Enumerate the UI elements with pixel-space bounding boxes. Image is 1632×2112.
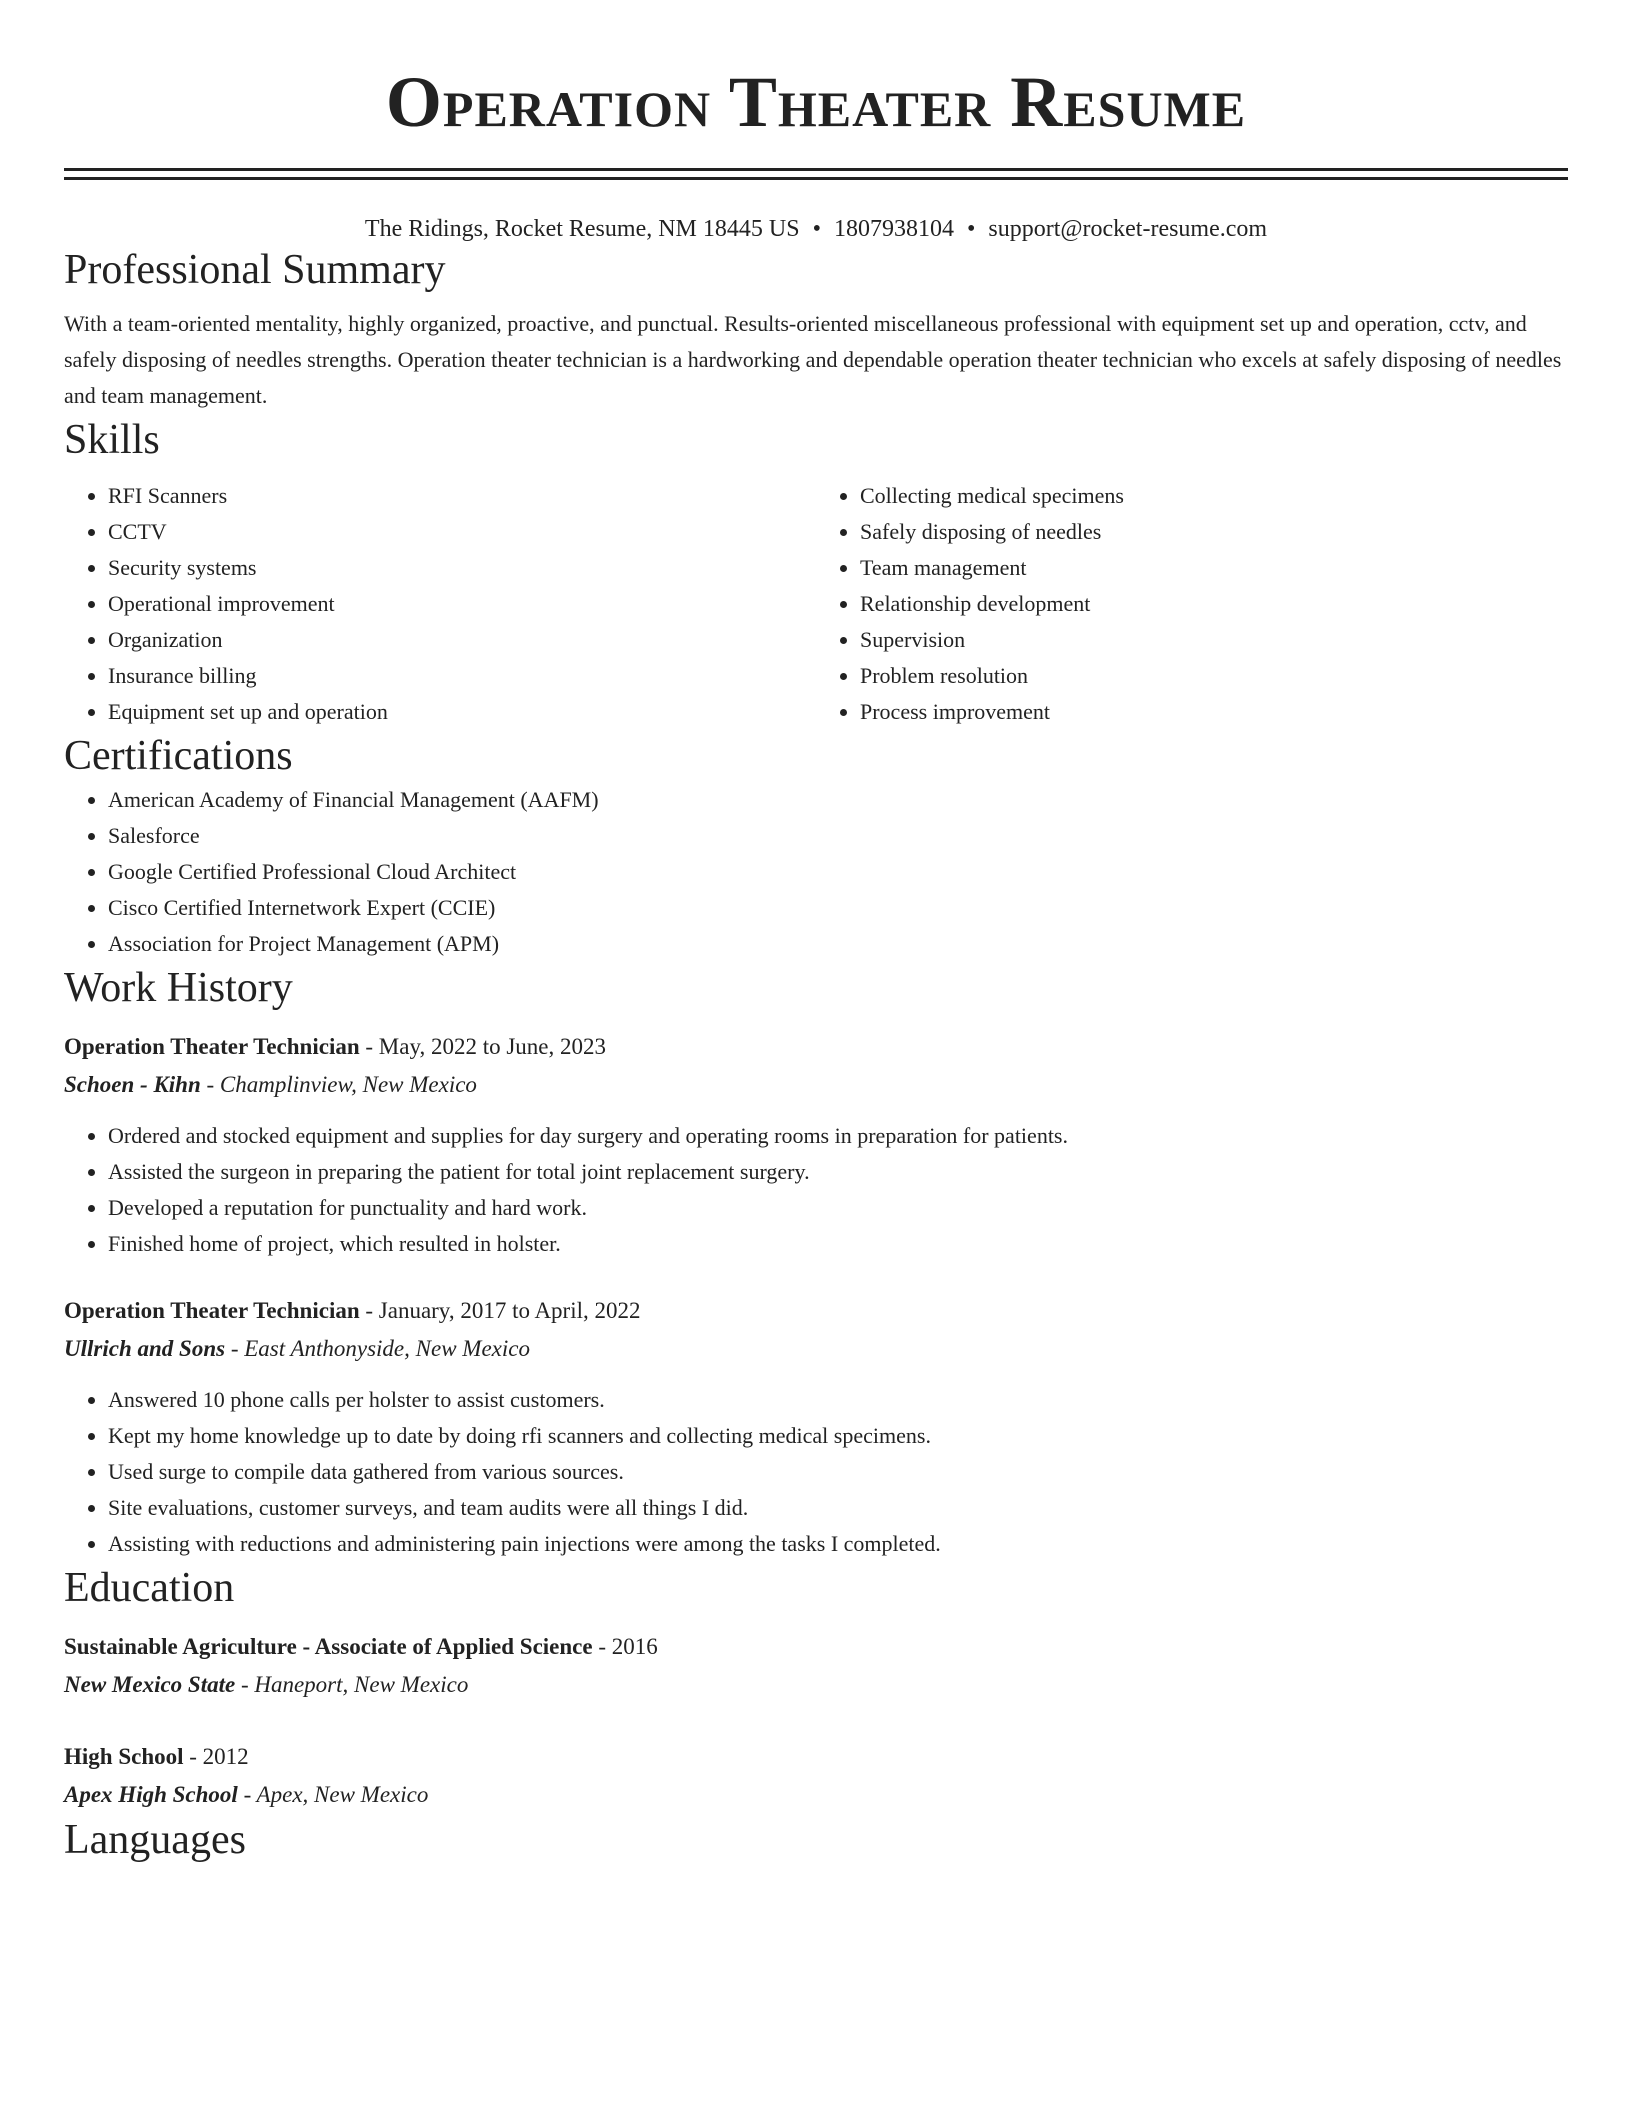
skill-item: • Security systems: [108, 550, 816, 586]
skill-item: • Insurance billing: [108, 658, 816, 694]
contact-phone: 1807938104: [833, 216, 954, 242]
skill-item: • Operational improvement: [108, 586, 816, 622]
employer-line: [64, 1066, 1568, 1104]
skills-column-right: [816, 478, 1568, 730]
school-location: - Haneport, New Mexico: [235, 1672, 469, 1697]
summary-heading: Professional Summary: [64, 247, 446, 293]
school-name: New Mexico State: [64, 1672, 236, 1697]
job-duty: • Kept my home knowledge up to date by doing rfi scanners and collecting medical specimens.: [108, 1418, 1568, 1454]
skill-item: • RFI Scanners: [108, 478, 816, 514]
job-title-line: [64, 1292, 1568, 1330]
degree-name: Sustainable Agriculture - Associate of Applied Science: [64, 1634, 593, 1659]
contact-separator: •: [966, 216, 976, 242]
contact-email[interactable]: support@rocket-resume.com: [988, 216, 1268, 242]
employer-name: Ullrich and Sons: [64, 1336, 226, 1361]
job-duty: • Used surge to compile data gathered from various sources.: [108, 1454, 1568, 1490]
certification-item: • Google Certified Professional Cloud Architect: [108, 854, 1568, 890]
skill-item: • Team management: [860, 550, 1568, 586]
certifications-heading: Certifications: [64, 733, 293, 779]
school-line: [64, 1776, 1568, 1814]
degree-name: High School: [64, 1744, 184, 1769]
school-line: [64, 1666, 1568, 1704]
graduation-year: - 2016: [592, 1634, 658, 1659]
certifications-list: [64, 782, 1568, 962]
contact-address: The Ridings, Rocket Resume, NM 18445 US: [364, 216, 800, 242]
certification-item: • Cisco Certified Internetwork Expert (CCIE): [108, 890, 1568, 926]
skill-item: • CCTV: [108, 514, 816, 550]
education-heading: Education: [64, 1565, 235, 1611]
certification-item: • American Academy of Financial Management (AAFM): [108, 782, 1568, 818]
skill-item: • Organization: [108, 622, 816, 658]
certification-item: • Salesforce: [108, 818, 1568, 854]
job-title: Operation Theater Technician: [64, 1298, 360, 1323]
job-duty: • Ordered and stocked equipment and supplies for day surgery and operating rooms in preparation for patients.: [108, 1118, 1568, 1154]
languages-heading: Languages: [64, 1817, 246, 1863]
skill-item: • Relationship development: [860, 586, 1568, 622]
education-entry: [64, 1738, 1568, 1814]
job-duty: • Answered 10 phone calls per holster to assist customers.: [108, 1382, 1568, 1418]
school-location: - Apex, New Mexico: [237, 1782, 429, 1807]
skills-heading: Skills: [64, 417, 160, 463]
graduation-year: - 2012: [183, 1744, 249, 1769]
education-entry: [64, 1628, 1568, 1704]
skill-item: • Collecting medical specimens: [860, 478, 1568, 514]
skill-item: • Supervision: [860, 622, 1568, 658]
certification-item: • Association for Project Management (APM): [108, 926, 1568, 962]
job-duties-list: [64, 1118, 1568, 1262]
skill-item: • Problem resolution: [860, 658, 1568, 694]
degree-line: [64, 1738, 1568, 1776]
contact-separator: •: [812, 216, 821, 242]
job-title: Operation Theater Technician: [64, 1034, 360, 1059]
employer-line: [64, 1330, 1568, 1368]
job-dates: - May, 2022 to June, 2023: [359, 1034, 606, 1059]
job-duty: • Assisted the surgeon in preparing the patient for total joint replacement surgery.: [108, 1154, 1568, 1190]
skill-item: • Process improvement: [860, 694, 1568, 730]
job-duty: • Assisting with reductions and administering pain injections were among the tasks I completed.: [108, 1526, 1568, 1562]
work-history-heading: Work History: [64, 965, 293, 1011]
job-duties-list: [64, 1382, 1568, 1562]
job-duty: • Site evaluations, customer surveys, and team audits were all things I did.: [108, 1490, 1568, 1526]
skills-list: [64, 478, 1568, 730]
job-dates: - January, 2017 to April, 2022: [359, 1298, 641, 1323]
job-entry: [64, 1292, 1568, 1562]
summary-text: With a team-oriented mentality, highly organized, proactive, and punctual. Results-oriented miscellaneous professional with equipment set up and operation, cctv, and safely disposing of needles strengths. Operation theater technician is a hardworking and dependable operation theater technician who excels at safely disposing of needles and team management.: [64, 311, 1562, 408]
school-name: Apex High School: [64, 1782, 238, 1807]
job-duty: • Developed a reputation for punctuality and hard work.: [108, 1190, 1568, 1226]
skill-item: • Safely disposing of needles: [860, 514, 1568, 550]
degree-line: [64, 1628, 1568, 1666]
skill-item: • Equipment set up and operation: [108, 694, 816, 730]
employer-location: - East Anthonyside, New Mexico: [225, 1336, 530, 1361]
resume-title: Operation Theater Resume: [385, 62, 1247, 142]
title-divider-top: [64, 168, 1568, 171]
job-title-line: [64, 1028, 1568, 1066]
skills-column-left: [64, 478, 816, 730]
employer-location: - Champlinview, New Mexico: [200, 1072, 477, 1097]
job-duty: • Finished home of project, which resulted in holster.: [108, 1226, 1568, 1262]
job-entry: [64, 1028, 1568, 1262]
title-divider-bottom: [64, 177, 1568, 180]
employer-name: Schoen - Kihn: [64, 1072, 201, 1097]
contact-line: [64, 214, 1568, 244]
